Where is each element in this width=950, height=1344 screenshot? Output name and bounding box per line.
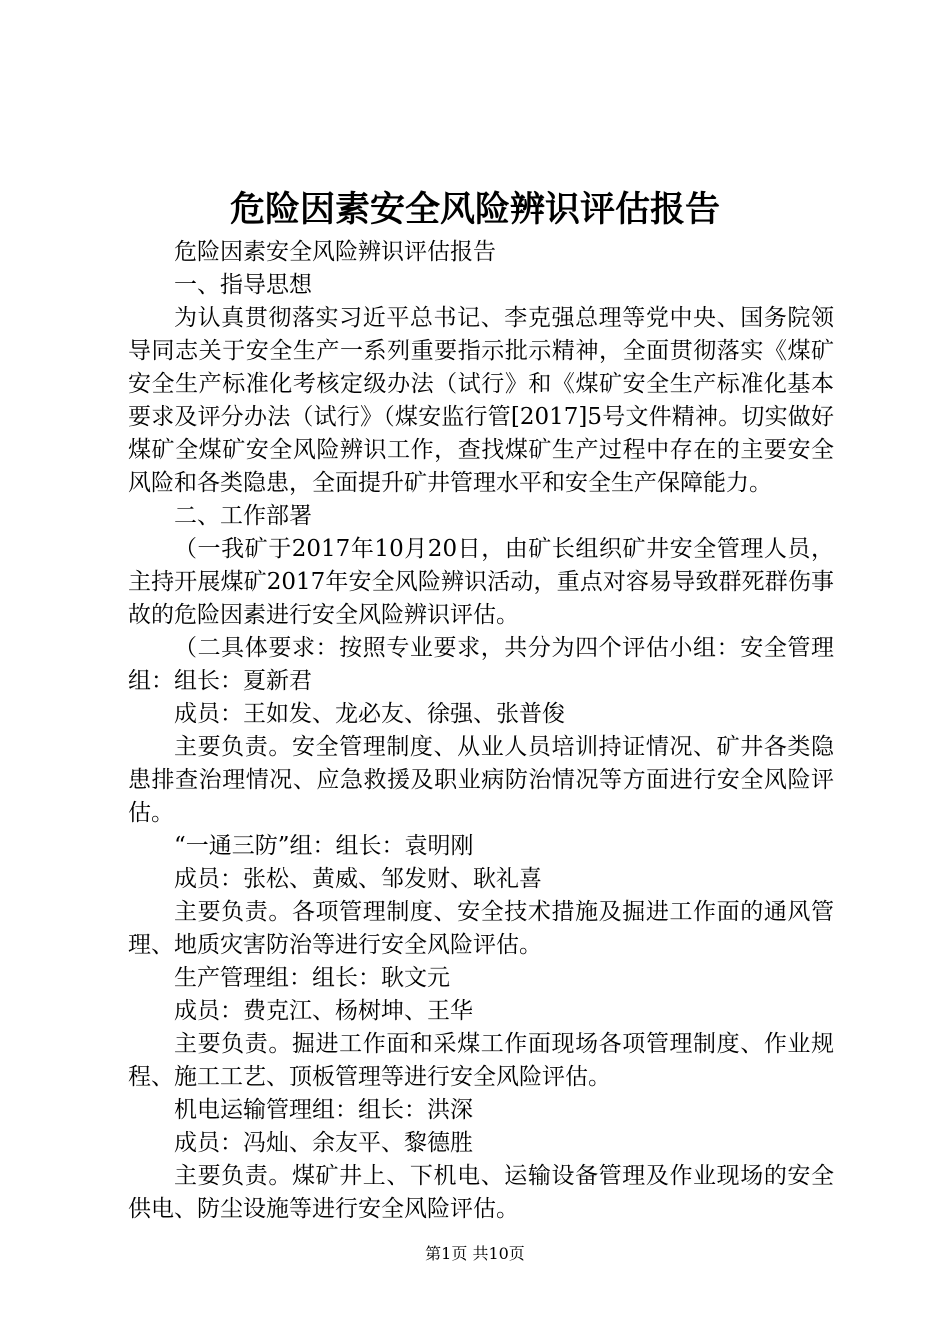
section-heading: 二、工作部署 bbox=[174, 503, 312, 529]
page-footer: 第1页 共10页 bbox=[425, 1244, 525, 1263]
paragraph: （二具体要求：按照专业要求，共分为四个评估小组：安全管理组：组长：夏新君 bbox=[128, 635, 834, 694]
paragraph: 成员：张松、黄威、邹发财、耿礼喜 bbox=[174, 866, 542, 892]
document-title: 危险因素安全风险辨识评估报告 bbox=[229, 189, 720, 230]
paragraph: 机电运输管理组：组长：洪深 bbox=[174, 1097, 473, 1123]
section-heading: 一、指导思想 bbox=[174, 272, 312, 298]
paragraph: “一通三防”组：组长：袁明刚 bbox=[174, 833, 474, 859]
paragraph: 为认真贯彻落实习近平总书记、李克强总理等党中央、国务院领导同志关于安全生产一系列重要指示批示精神，全面贯彻落实《煤矿安全生产标准化考核定级办法（试行》和《煤矿安全生产标准化基本要求及评分办法（试行》（煤安监行管[2017]5号文件精神。切实做好煤矿全煤矿安全风险辨识工作，查找煤矿生产过程中存在的主要安全风险和各类隐患，全面提升矿井管理水平和安全生产保障能力。 bbox=[128, 305, 834, 496]
paragraph: （一我矿于2017年10月20日，由矿长组织矿井安全管理人员，主持开展煤矿2017年安全风险辨识活动，重点对容易导致群死群伤事故的危险因素进行安全风险辨识评估。 bbox=[128, 536, 834, 628]
paragraph: 成员：冯灿、余友平、黎德胜 bbox=[174, 1130, 473, 1156]
paragraph: 主要负责。掘进工作面和采煤工作面现场各项管理制度、作业规程、施工工艺、顶板管理等进行安全风险评估。 bbox=[128, 1031, 834, 1090]
document-body bbox=[128, 236, 834, 1226]
paragraph: 主要负责。安全管理制度、从业人员培训持证情况、矿井各类隐患排查治理情况、应急救援及职业病防治情况等方面进行安全风险评估。 bbox=[128, 734, 834, 826]
paragraph: 成员：王如发、龙必友、徐强、张普俊 bbox=[174, 701, 565, 727]
paragraph: 生产管理组：组长：耿文元 bbox=[174, 965, 450, 991]
paragraph: 危险因素安全风险辨识评估报告 bbox=[174, 239, 496, 265]
paragraph: 成员：费克江、杨树坤、王华 bbox=[174, 998, 473, 1024]
paragraph: 主要负责。各项管理制度、安全技术措施及掘进工作面的通风管理、地质灾害防治等进行安全风险评估。 bbox=[128, 899, 834, 958]
paragraph: 主要负责。煤矿井上、下机电、运输设备管理及作业现场的安全供电、防尘设施等进行安全风险评估。 bbox=[128, 1163, 834, 1222]
